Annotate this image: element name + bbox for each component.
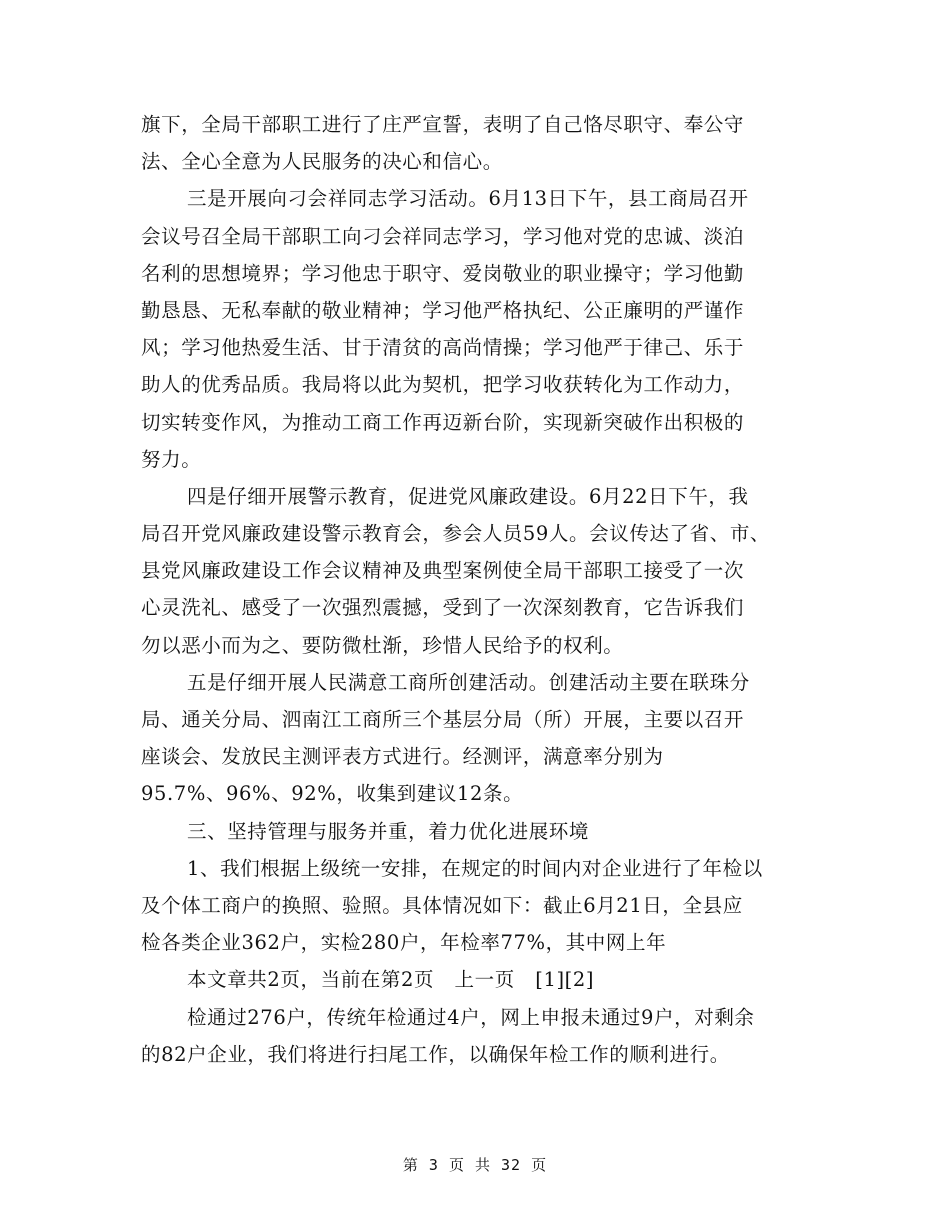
- paragraph-p-heading-3: [141, 813, 831, 850]
- paragraph-line: 心灵洗礼、感受了一次强烈震撼，受到了一次深刻教育，它告诉我们: [141, 596, 745, 620]
- page-navigation: [141, 961, 831, 998]
- closing-line-1: 检通过276户，传统年检通过4户，网上申报未通过9户，对剩余: [187, 1005, 755, 1029]
- page-1-link[interactable]: [1]: [535, 968, 565, 992]
- page-nav-line: [141, 961, 831, 998]
- page-number-label: 第 3 页 共 32 页: [402, 1156, 548, 1174]
- paragraph-line: 95.7%、96%、92%，收集到建议12条。: [141, 782, 524, 806]
- prev-page-link[interactable]: 上一页: [454, 968, 515, 992]
- paragraph-line: 三是开展向刁会祥同志学习活动。6月13日下午，县工商局召开: [187, 187, 749, 211]
- paragraph-line: 切实转变作风，为推动工商工作再迈新台阶，实现新突破作出积极的: [141, 410, 745, 434]
- paragraph-line: 检各类企业362户，实检280户，年检率77%，其中网上年: [141, 931, 667, 955]
- page-nav-summary: 本文章共2页，当前在第2页: [187, 968, 435, 992]
- closing-line-2: 的82户企业，我们将进行扫尾工作，以确保年检工作的顺利进行。: [141, 1042, 730, 1066]
- paragraph-line: 勿以恶小而为之、要防微杜渐，珍惜人民给予的权利。: [141, 633, 624, 657]
- paragraph-line: 名利的思想境界；学习他忠于职守、爱岗敬业的职业操守；学习他勤: [141, 261, 745, 285]
- document-body: [141, 106, 831, 1073]
- page-2-link[interactable]: [2]: [564, 968, 595, 992]
- paragraph-line: 座谈会、发放民主测评表方式进行。经测评，满意率分别为: [141, 745, 664, 769]
- paragraph-line: 及个体工商户的换照、验照。具体情况如下：截止6月21日，全县应: [141, 893, 743, 917]
- paragraph-line: 会议号召全局干部职工向刁会祥同志学习，学习他对党的忠诚、淡泊: [141, 224, 745, 248]
- paragraph-line: 旗下，全局干部职工进行了庄严宣誓，表明了自己恪尽职守、奉公守: [141, 113, 745, 136]
- paragraph-list: [141, 106, 831, 961]
- paragraph-line: 局召开党风廉政建设警示教育会，参会人员59人。会议传达了省、市、: [141, 522, 771, 546]
- page-footer: [0, 1154, 950, 1175]
- paragraph-line: 三、坚持管理与服务并重，着力优化进展环境: [187, 819, 590, 843]
- paragraph-p-oath: [141, 106, 831, 180]
- paragraph-line: 五是仔细开展人民满意工商所创建活动。创建活动主要在联珠分: [187, 670, 750, 694]
- paragraph-line: 助人的优秀品质。我局将以此为契机，把学习收获转化为工作动力，: [141, 373, 745, 397]
- paragraph-line: 1、我们根据上级统一安排，在规定的时间内对企业进行了年检以: [187, 856, 763, 880]
- paragraph-line: 局、通关分局、泗南江工商所三个基层分局（所）开展，主要以召开: [141, 708, 745, 731]
- paragraph-line: 努力。: [141, 447, 202, 471]
- paragraph-p-inspection: [141, 850, 831, 962]
- paragraph-line: 风；学习他热爱生活、甘于清贫的高尚情操；学习他严于律己、乐于: [141, 336, 745, 360]
- paragraph-p-satisfaction: [141, 664, 831, 813]
- paragraph-p-study: [141, 180, 831, 478]
- paragraph-line: 县党风廉政建设工作会议精神及典型案例使全局干部职工接受了一次: [141, 559, 745, 583]
- paragraph-line: 四是仔细开展警示教育，促进党风廉政建设。6月22日下午，我: [187, 484, 749, 508]
- paragraph-line: 法、全心全意为人民服务的决心和信心。: [141, 150, 503, 174]
- paragraph-p-warning: [141, 478, 831, 664]
- paragraph-line: 勤恳恳、无私奉献的敬业精神；学习他严格执纪、公正廉明的严谨作: [141, 298, 745, 322]
- closing-paragraph: [141, 999, 831, 1073]
